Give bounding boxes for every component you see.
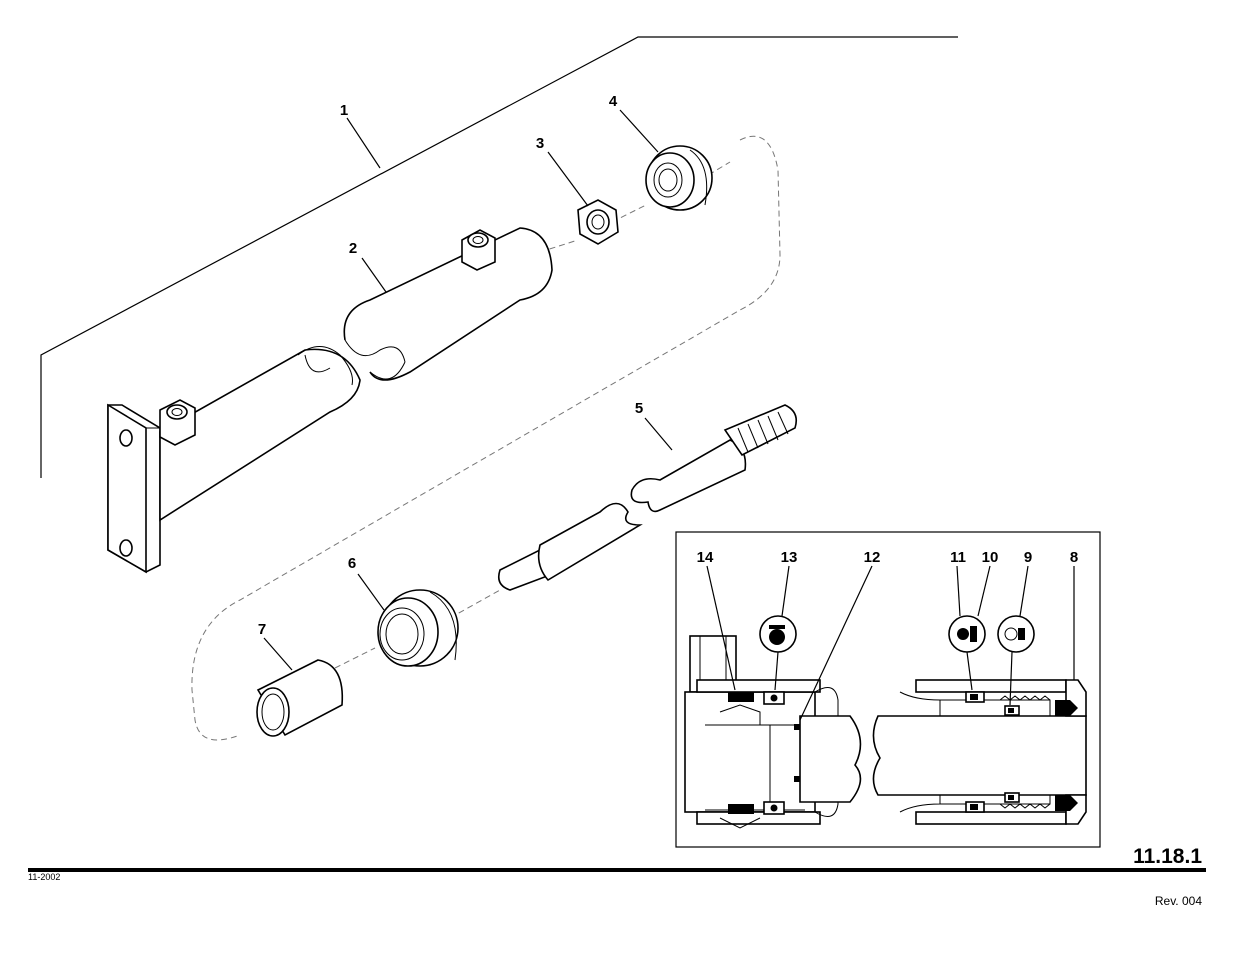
- drawing-date: 11-2002: [28, 872, 61, 882]
- revision-label: Rev. 004: [1154, 894, 1202, 908]
- gland: [378, 590, 458, 666]
- callout-9: 9: [1023, 549, 1033, 566]
- callout-8: 8: [1069, 549, 1079, 566]
- cylinder-barrel: [108, 228, 552, 572]
- callout-11: 11: [950, 549, 966, 566]
- piston: [646, 146, 712, 210]
- callout-14: 14: [696, 549, 714, 566]
- bushing: [257, 660, 342, 736]
- callout-5: 5: [634, 400, 644, 417]
- callout-3: 3: [535, 135, 545, 152]
- piston-rod: [499, 405, 797, 590]
- callout-4: 4: [608, 93, 618, 110]
- callout-1: 1: [339, 102, 349, 119]
- callout-12: 12: [863, 549, 881, 566]
- hex-nut: [578, 200, 618, 244]
- seal-detail-inset: [676, 532, 1100, 847]
- callout-13: 13: [780, 549, 798, 566]
- callout-7: 7: [257, 621, 267, 638]
- page-number: 11.18.1: [1133, 845, 1202, 868]
- callout-2: 2: [348, 240, 358, 257]
- callout-10: 10: [981, 549, 999, 566]
- footer-rule: [28, 868, 1206, 872]
- callout-6: 6: [347, 555, 357, 572]
